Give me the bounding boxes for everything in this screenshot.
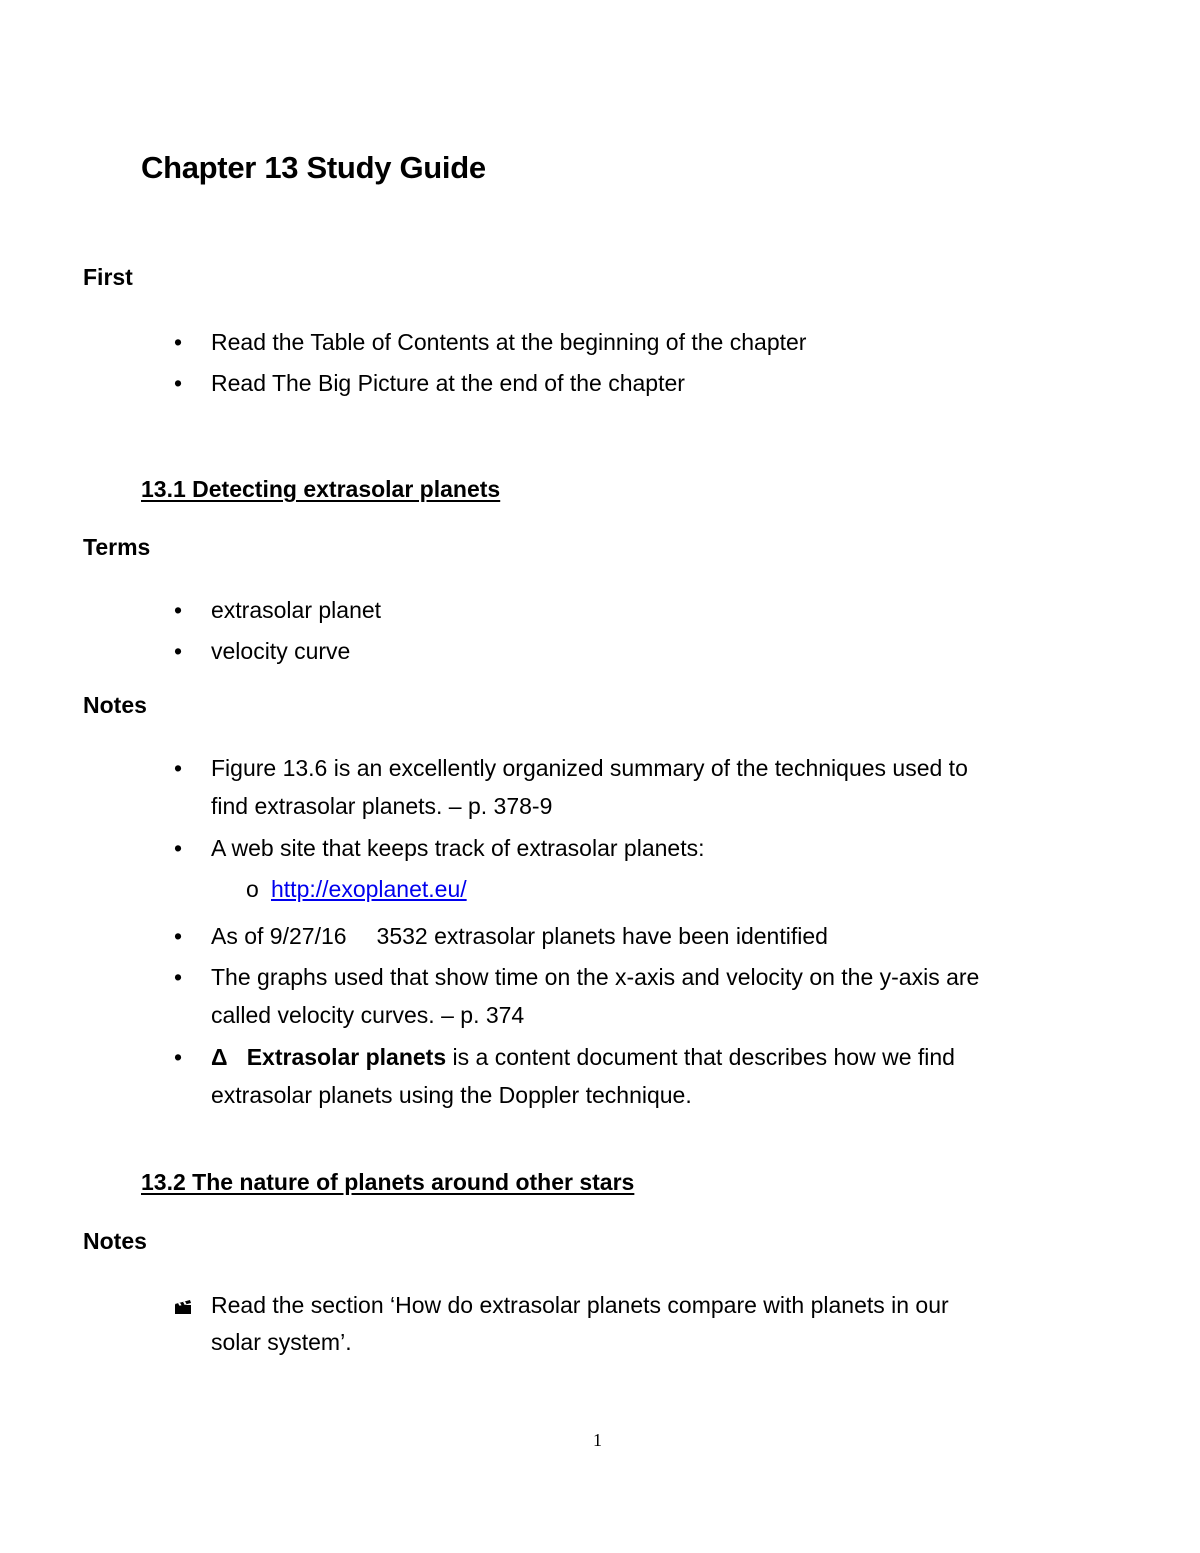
notes-label: Notes	[83, 1228, 147, 1254]
bullet-marker: •	[174, 370, 183, 396]
section-heading-13-1: 13.1 Detecting extrasolar planets	[141, 476, 501, 502]
note-text: The graphs used that show time on the x-axis and velocity on the y-axis are	[211, 964, 980, 990]
exoplanet-link[interactable]: http://exoplanet.eu/	[271, 876, 467, 902]
as-of-count: 3532 extrasolar planets have been identified	[376, 923, 828, 949]
first-label: First	[83, 264, 133, 290]
document-description: is a content document that describes how we find	[446, 1044, 955, 1070]
sub-bullet-marker: o	[246, 876, 259, 902]
notes-label: Notes	[83, 692, 147, 718]
bullet-marker: •	[174, 835, 183, 861]
as-of-date: As of 9/27/16	[211, 923, 347, 949]
bullet-marker: •	[174, 923, 183, 949]
document-link-name: Extrasolar planets	[246, 1044, 447, 1070]
note-text: Read the section ‘How do extrasolar planets compare with planets in our	[211, 1292, 949, 1318]
note-text: called velocity curves. – p. 374	[211, 1002, 525, 1028]
bullet-marker: •	[174, 638, 183, 664]
note-text	[211, 1038, 955, 1076]
note-text: Figure 13.6 is an excellently organized summary of the techniques used to	[211, 755, 968, 781]
note-text: find extrasolar planets. – p. 378-9	[211, 793, 553, 819]
page-number: 1	[593, 1430, 602, 1450]
bullet-marker: •	[174, 1044, 183, 1070]
note-text: A web site that keeps track of extrasolar planets:	[211, 835, 705, 861]
first-item-text: Read The Big Picture at the end of the chapter	[211, 370, 685, 396]
bullet-marker: •	[174, 597, 183, 623]
section-heading-13-2: 13.2 The nature of planets around other stars	[141, 1169, 635, 1195]
bullet-marker: •	[174, 755, 183, 781]
document-title: Chapter 13 Study Guide	[141, 150, 486, 185]
first-item-text: Read the Table of Contents at the beginning of the chapter	[211, 329, 807, 355]
bullet-marker: •	[174, 329, 183, 355]
note-text	[211, 917, 828, 955]
clapperboard-icon	[174, 1286, 204, 1324]
delta-icon: Δ	[211, 1044, 228, 1070]
bullet-marker: •	[174, 964, 183, 990]
terms-label: Terms	[83, 534, 151, 560]
note-text: extrasolar planets using the Doppler technique.	[211, 1082, 692, 1108]
term-text: extrasolar planet	[211, 597, 382, 623]
term-text: velocity curve	[211, 638, 351, 664]
note-text: solar system’.	[211, 1329, 352, 1355]
